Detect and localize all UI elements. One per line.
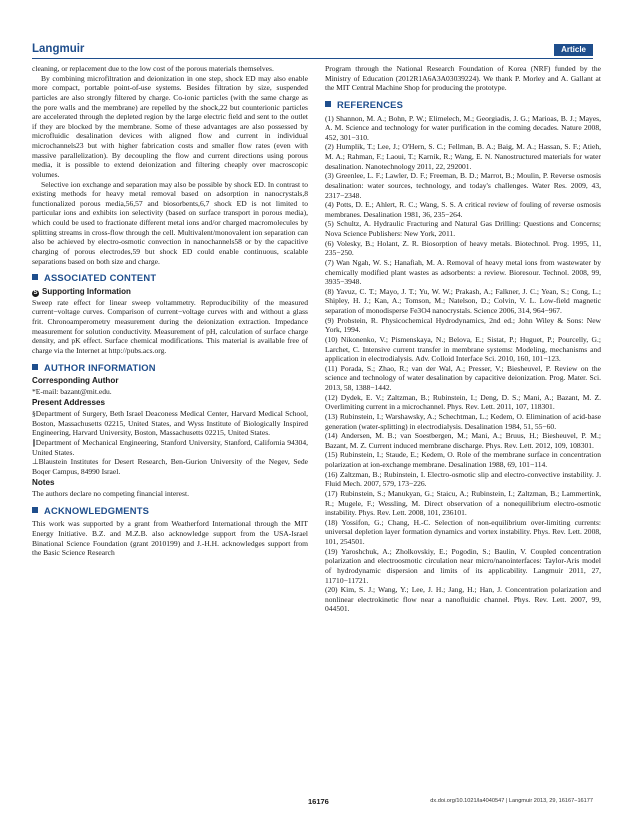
section-square-icon	[325, 101, 331, 107]
reference-item: (2) Humplik, T.; Lee, J.; O'Hern, S. C.; Fellman, B. A.; Baig, M. A.; Hassan, S. F.; Atieh, M. A.; Rahman, F.; Laoui, T.; Karnik, R.; Wang, E. N. Nanostructured materials for water desalination. Nanotechnology 2011, 22, 292001.	[325, 142, 601, 171]
reference-item: (11) Porada, S.; Zhao, R.; van der Wal, A.; Presser, V.; Biesheuvel, P. Review on the science and technology of water desalination by capacitive deionization. Prog. Mater. Sci. 2013, 58, 1388−1442.	[325, 363, 601, 392]
reference-item: (17) Rubinstein, S.; Manukyan, G.; Staicu, A.; Rubinstein, I.; Zaltzman, B.; Lammertink, R.; Mugele, F.; Wessling, M. Direct observation of a nonequilibrium electro-osmotic instability. Phys. Rev. Lett. 2008, 101, 236101.	[325, 488, 601, 518]
corresponding-email: *E-mail: bazant@mit.edu.	[32, 386, 112, 396]
address-entry: §Department of Surgery, Beth Israel Deaconess Medical Center, Harvard Medical School, Boston, Massachusetts 02215, United States, and Wyss Institute of Biologically Inspired Engineering, Harvard University, Boston, Massachusetts 02215, United States.	[32, 409, 308, 438]
references-heading: REFERENCES	[325, 100, 601, 110]
reference-item: (18) Yossifon, G.; Chang, H.-C. Selection of non-equilibrium over-limiting currents: universal depletion layer formation dynamics and vortex instability. Phys. Rev. Lett. 2008, 101, 254501.	[325, 517, 601, 546]
reference-item: (15) Rubinstein, I.; Staude, E.; Kedem, O. Role of the membrane surface in concentration polarization at ion-exchange membrane. Desalination 1988, 69, 101−114.	[325, 450, 601, 469]
section-square-icon	[32, 274, 38, 280]
reference-item: (5) Schultz, A. Hydraulic Fracturing and Natural Gas Drilling: Questions and Concerns; Nova Science Publishers: New York, 2011.	[325, 219, 601, 238]
notes-heading: Notes	[32, 478, 55, 488]
journal-header-bar	[32, 44, 593, 59]
reference-item: (12) Dydek, E. V.; Zaltzman, B.; Rubinstein, I.; Deng, D. S.; Mani, A.; Bazant, M. Z. Overlimiting current in a microchannel. Phys. Rev. Lett. 2011, 107, 118301.	[325, 392, 601, 412]
reference-item: (9) Probstein, R. Physicochemical Hydrodynamics, 2nd ed.; John Wiley & Sons: New York, 1994.	[325, 315, 601, 335]
journal-name: Langmuir	[32, 43, 85, 55]
reference-item: (20) Kim, S. J.; Wang, Y.; Lee, J. H.; Jang, H.; Han, J. Concentration polarization and nonlinear electrokinetic flow near a nanofluidic channel. Phys. Rev. Lett. 2007, 99, 044501.	[325, 585, 601, 614]
reference-item: (13) Rubinstein, I.; Warshawsky, A.; Schechtman, L.; Kedem, O. Elimination of acid-base generation (water-splitting) in electrodialysis. Desalination 1984, 51, 55−60.	[325, 411, 601, 431]
reference-item: (6) Volesky, B.; Holant, Z. R. Biosorption of heavy metals. Biotechnol. Prog. 1995, 11, 235−250.	[325, 238, 601, 258]
reference-item: (19) Yaroshchuk, A.; Zholkovskiy, E.; Pogodin, S.; Baulin, V. Coupled concentration polarization and electroosmotic circulation near micro/nanointerfaces: Taylor-Aris model of hydrodynamic dispersion and limits of its applicability. Langmuir 2011, 27, 11710−11721.	[325, 546, 601, 585]
section-square-icon	[32, 507, 38, 513]
address-entry: ⊥Blaustein Institutes for Desert Research, Ben-Gurion University of the Negev, Sede Boqer Campus, 84990 Israel.	[32, 457, 308, 476]
reference-item: (7) Wan Ngah, W. S.; Hanafiah, M. A. Removal of heavy metal ions from wastewater by chemically modified plant wastes as adsorbents: a review. Bioresour. Technol. 2008, 99, 3935−3948.	[325, 257, 601, 287]
supporting-information-text: Sweep rate effect for linear sweep voltammetry. Reproducibility of the measured current−voltage curves. Comparison of current−voltage curves with and without a glass frit. Chronoamperometry measurement during the deionization extraction. Impedance measurement for solution conductivity. Measurement of pH, calculation of surface charge density, and pK effect. Surface chemical modifications. This material is available free of charge via the Internet at http://pubs.acs.org.	[32, 297, 308, 355]
page-footer	[32, 797, 593, 807]
right-column	[325, 64, 601, 614]
body-paragraph: By combining microfiltration and deionization in one step, shock ED may also enable more compact, portable point-of-use systems. Besides filtration by size, suspended particles are also strongly filtered by charge. Co-ionic particles (with the same charge as the pore walls and the membrane) are repelled by the shock,22 but counterionic particles are accelerated through the depleted region by the large electric field and sent to the outlet if they are blocked by the membrane. Some of these advantages are also possessed by microfluidic desalination devices with aligned flow and current in individual microchannels23 but with higher fabrication costs and smaller flow rates (even with massive parallelization). By decoupling the flow and current directions using porous media, it is possible to extend deionization and filtering cheaply over macroscopic volumes.	[32, 73, 308, 179]
reference-list	[325, 114, 601, 615]
reference-item: (1) Shannon, M. A.; Bohn, P. W.; Elimelech, M.; Georgiadis, J. G.; Marioas, B. J.; Mayes, A. M. Science and technology for water purification in the coming decades. Nature 2008, 452, 301−310.	[325, 113, 601, 142]
reference-item: (14) Andersen, M. B.; van Soestbergen, M.; Mani, A.; Bruus, H.; Biesheuvel, P. M.; Bazant, M. Z. Current induced membrane discharge. Phys. Rev. Lett. 2012, 109, 108301.	[325, 431, 601, 450]
reference-item: (4) Potts, D. E.; Ahlert, R. C.; Wang, S. S. A critical review of fouling of reverse osmosis membranes. Desalination 1981, 36, 235−264.	[325, 200, 601, 219]
notes-text: The authors declare no competing financial interest.	[32, 489, 189, 498]
acknowledgments-continued: Program through the National Research Foundation of Korea (NRF) funded by the Ministry of Education (2012R1A6A3A03039224). We thank P. Morley and A. Gallant at the MIT Central Machine Shop for producing the prototype.	[325, 64, 601, 93]
author-information-heading: AUTHOR INFORMATION	[32, 363, 308, 373]
page-number: 16176	[308, 797, 329, 806]
reference-item: (10) Nikonenko, V.; Pismenskaya, N.; Belova, E.; Sistat, P.; Huguet, P.; Pourcelly, G.; Larchet, C. Intensive current transfer in membrane systems: Modeling, mechanisms and application in electrodialysis. Adv. Colloid Interface Sci. 2010, 160, 101−123.	[325, 334, 601, 364]
acknowledgments-heading: ACKNOWLEDGMENTS	[32, 506, 308, 516]
associated-content-heading: ASSOCIATED CONTENT	[32, 273, 308, 283]
left-column	[32, 64, 308, 558]
body-paragraph: Selective ion exchange and separation may also be possible by shock ED. In contrast to existing methods for heavy metal removal based on adsorption in nanocrystals,8 functionalized porous media,56,57 and biosorbents,6,7 shock ED is not limited to particular ions and exhibits ion selectivity (based on surface transport in porous media), which could be used to fractionate different metal ions and/or charged macromolecules by splitting streams in cross-flow through the cell. Multivalent/monovalent ion separation can also be achieved by electro-osmotic convection in nanochannels58 or by the capacitive charging of porous electrodes,59 but shock ED could enable continuous, scalable separations based on both size and charge.	[32, 179, 308, 266]
address-entry: ∥Department of Mechanical Engineering, Stanford University, Stanford, California 94304, United States.	[32, 437, 308, 457]
acknowledgments-text: This work was supported by a grant from Weatherford International through the MIT Energy Initiative. B.Z. and M.Z.B. also acknowledge support from the USA-Israel Binational Science Foundation (grant 2010199) and J.-H.H. acknowledges support from the Basic Science Research	[32, 519, 308, 558]
corresponding-author-heading: Corresponding Author	[32, 376, 119, 386]
reference-item: (8) Yavuz, C. T.; Mayo, J. T.; Yu, W. W.; Prakash, A.; Falkner, J. C.; Yean, S.; Cong, L.; Shipley, H. J.; Kan, A.; Tomson, M.; Natelson, D.; Colvin, V. L. Low-field magnetic separation of monodisperse Fe3O4 nanocrystals. Science 2006, 314, 964−967.	[325, 286, 601, 315]
article-type-tag: Article	[554, 44, 593, 56]
section-square-icon	[32, 364, 38, 370]
supporting-info-icon: S	[33, 289, 38, 296]
supporting-information-heading: S Supporting Information	[33, 286, 131, 296]
reference-item: (3) Greenlee, L. F.; Lawler, D. F.; Freeman, B. D.; Marrot, B.; Moulin, P. Reverse osmosis desalination: water sources, technology, and today's challenges. Water Res. 2009, 43, 2317−2348.	[325, 171, 601, 200]
doi-citation: dx.doi.org/10.1021/la4040547 | Langmuir 2013, 29, 16167−16177	[430, 798, 593, 804]
reference-item: (16) Zaltzman, B.; Rubinstein, I. Electro-osmotic slip and electro-convective instability. J. Fluid Mech. 2007, 579, 173−226.	[325, 469, 601, 489]
present-addresses-heading: Present Addresses	[32, 398, 106, 408]
body-paragraph: cleaning, or replacement due to the low cost of the porous materials themselves.	[32, 64, 274, 73]
